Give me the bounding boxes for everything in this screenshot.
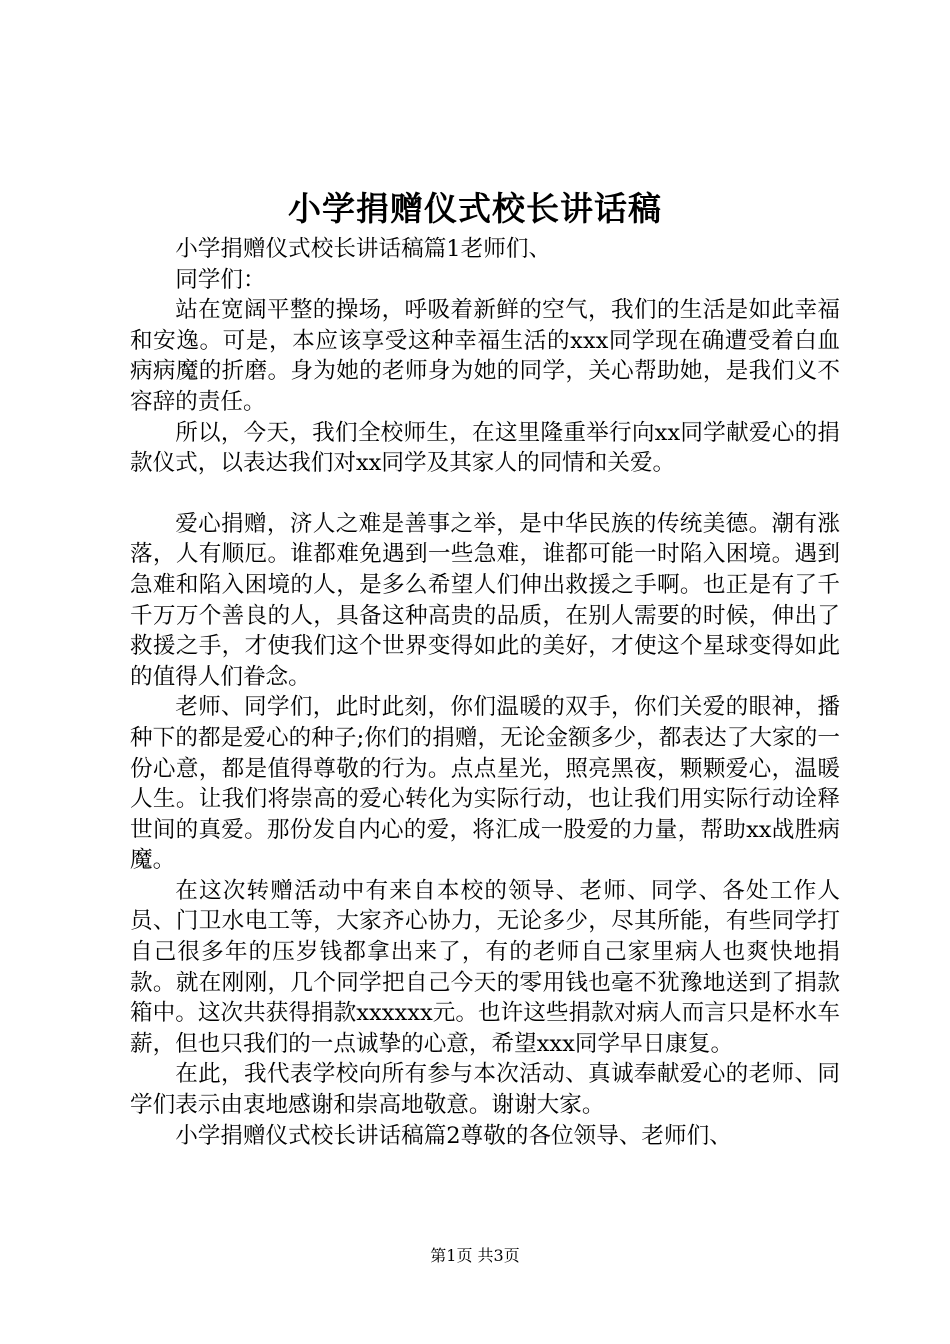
paragraph: 在这次转赠活动中有来自本校的领导、老师、同学、各处工作人员、门卫水电工等，大家齐心协力，无论多少，尽其所能，有些同学打自己很多年的压岁钱都拿出来了，有的老师自己家里病人也爽快地捐款。就在刚刚，几个同学把自己今天的零用钱也毫不犹豫地送到了捐款箱中。这次共获得捐款xxxxxx元。也许这些捐款对病人而言只是杯水车薪，但也只我们的一点诚挚的心意，希望xxx同学早日康复。	[130, 877, 840, 1057]
paragraph: 爱心捐赠，济人之难是善事之举，是中华民族的传统美德。潮有涨落，人有顺厄。谁都难免遇到一些急难，谁都可能一时陷入困境。遇到急难和陷入困境的人，是多么希望人们伸出救援之手啊。也正是有了千千万万个善良的人，具备这种高贵的品质，在别人需要的时候，伸出了救援之手，才使我们这个世界变得如此的美好，才使这个星球变得如此的值得人们眷念。	[130, 510, 840, 690]
page-footer: 第1页 共3页	[430, 1246, 520, 1265]
paragraph: 小学捐赠仪式校长讲话稿篇1老师们、	[175, 236, 552, 262]
paragraph: 在此，我代表学校向所有参与本次活动、真诚奉献爱心的老师、同学们表示由衷地感谢和崇高地敬意。谢谢大家。	[130, 1061, 840, 1119]
document-title: 小学捐赠仪式校长讲话稿	[288, 189, 662, 228]
paragraph: 老师、同学们，此时此刻，你们温暖的双手，你们关爱的眼神，播种下的都是爱心的种子;你们的捐赠，无论金额多少，都表达了大家的一份心意，都是值得尊敬的行为。点点星光，照亮黑夜，颗颗爱心，温暖人生。让我们将崇高的爱心转化为实际行动，也让我们用实际行动诠释世间的真爱。那份发自内心的爱，将汇成一股爱的力量，帮助xx战胜病魔。	[130, 694, 840, 874]
paragraph: 同学们：	[175, 266, 266, 293]
paragraph: 站在宽阔平整的操场，呼吸着新鲜的空气，我们的生活是如此幸福和安逸。可是，本应该享受这种幸福生活的xxx同学现在确遭受着白血病病魔的折磨。身为她的老师身为她的同学，关心帮助她，是我们义不容辞的责任。	[130, 297, 840, 415]
paragraph: 所以，今天，我们全校师生，在这里隆重举行向xx同学献爱心的捐款仪式，以表达我们对xx同学及其家人的同情和关爱。	[130, 419, 840, 477]
paragraph: 小学捐赠仪式校长讲话稿篇2尊敬的各位领导、老师们、	[175, 1122, 732, 1149]
document-body	[130, 234, 840, 1151]
